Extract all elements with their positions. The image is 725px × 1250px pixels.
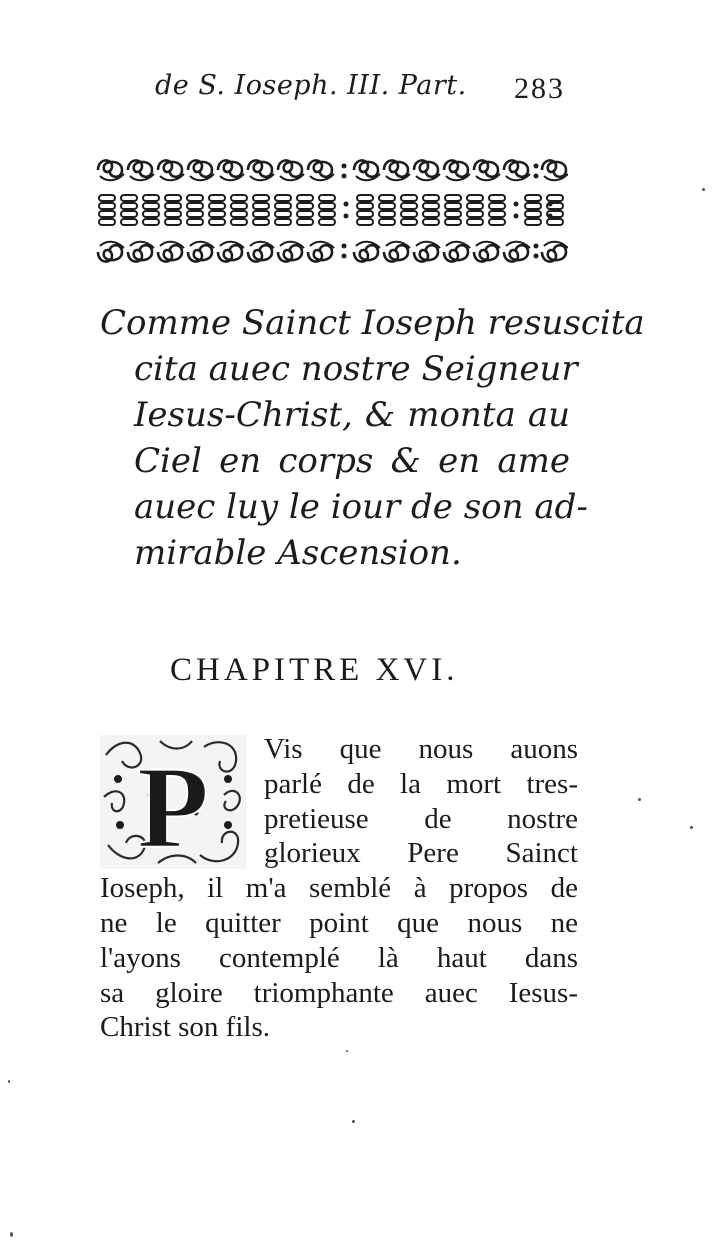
print-speck <box>702 188 705 191</box>
running-title: de S. Ioseph. III. Part. <box>155 70 467 101</box>
summary-line: mirable Ascension. <box>134 533 462 573</box>
body-line: parlé de la mort tres- <box>264 767 578 800</box>
body-line: sa gloire triomphante auec Iesus- <box>100 976 578 1009</box>
chapter-summary <box>100 300 645 576</box>
summary-line: Ciel en corps & en ame <box>134 441 570 481</box>
body-line: pretieuse de nostre <box>264 802 578 835</box>
dropcap-letter: P <box>136 742 210 869</box>
body-line: l'ayons contemplé là haut dans <box>100 941 578 974</box>
ornamental-headband <box>96 150 568 276</box>
body-line: Ioseph, il m'a semblé à propos de <box>100 872 578 905</box>
running-head <box>155 70 575 110</box>
summary-line: Comme Sainct Ioseph resuscita <box>100 303 645 343</box>
print-speck <box>638 798 641 801</box>
print-speck <box>10 1232 13 1237</box>
body-text <box>100 732 578 1045</box>
page-number: 283 <box>514 72 565 105</box>
print-speck <box>690 826 693 829</box>
body-line: Vis que nous auons <box>264 733 578 765</box>
print-speck <box>352 1120 355 1123</box>
print-speck <box>8 1080 10 1083</box>
body-line: glorieux Pere Sainct <box>264 837 578 870</box>
chapter-heading: CHAPITRE XVI. <box>170 652 459 688</box>
body-line: ne le quitter point que nous ne <box>100 906 578 939</box>
print-speck <box>346 1050 348 1052</box>
summary-line: auec luy le iour de son ad- <box>134 487 588 527</box>
body-line: Christ son fils. <box>100 1011 270 1044</box>
summary-line: cita auec nostre Seigneur <box>134 349 578 389</box>
summary-line: Iesus-Christ, & monta au <box>134 395 570 435</box>
